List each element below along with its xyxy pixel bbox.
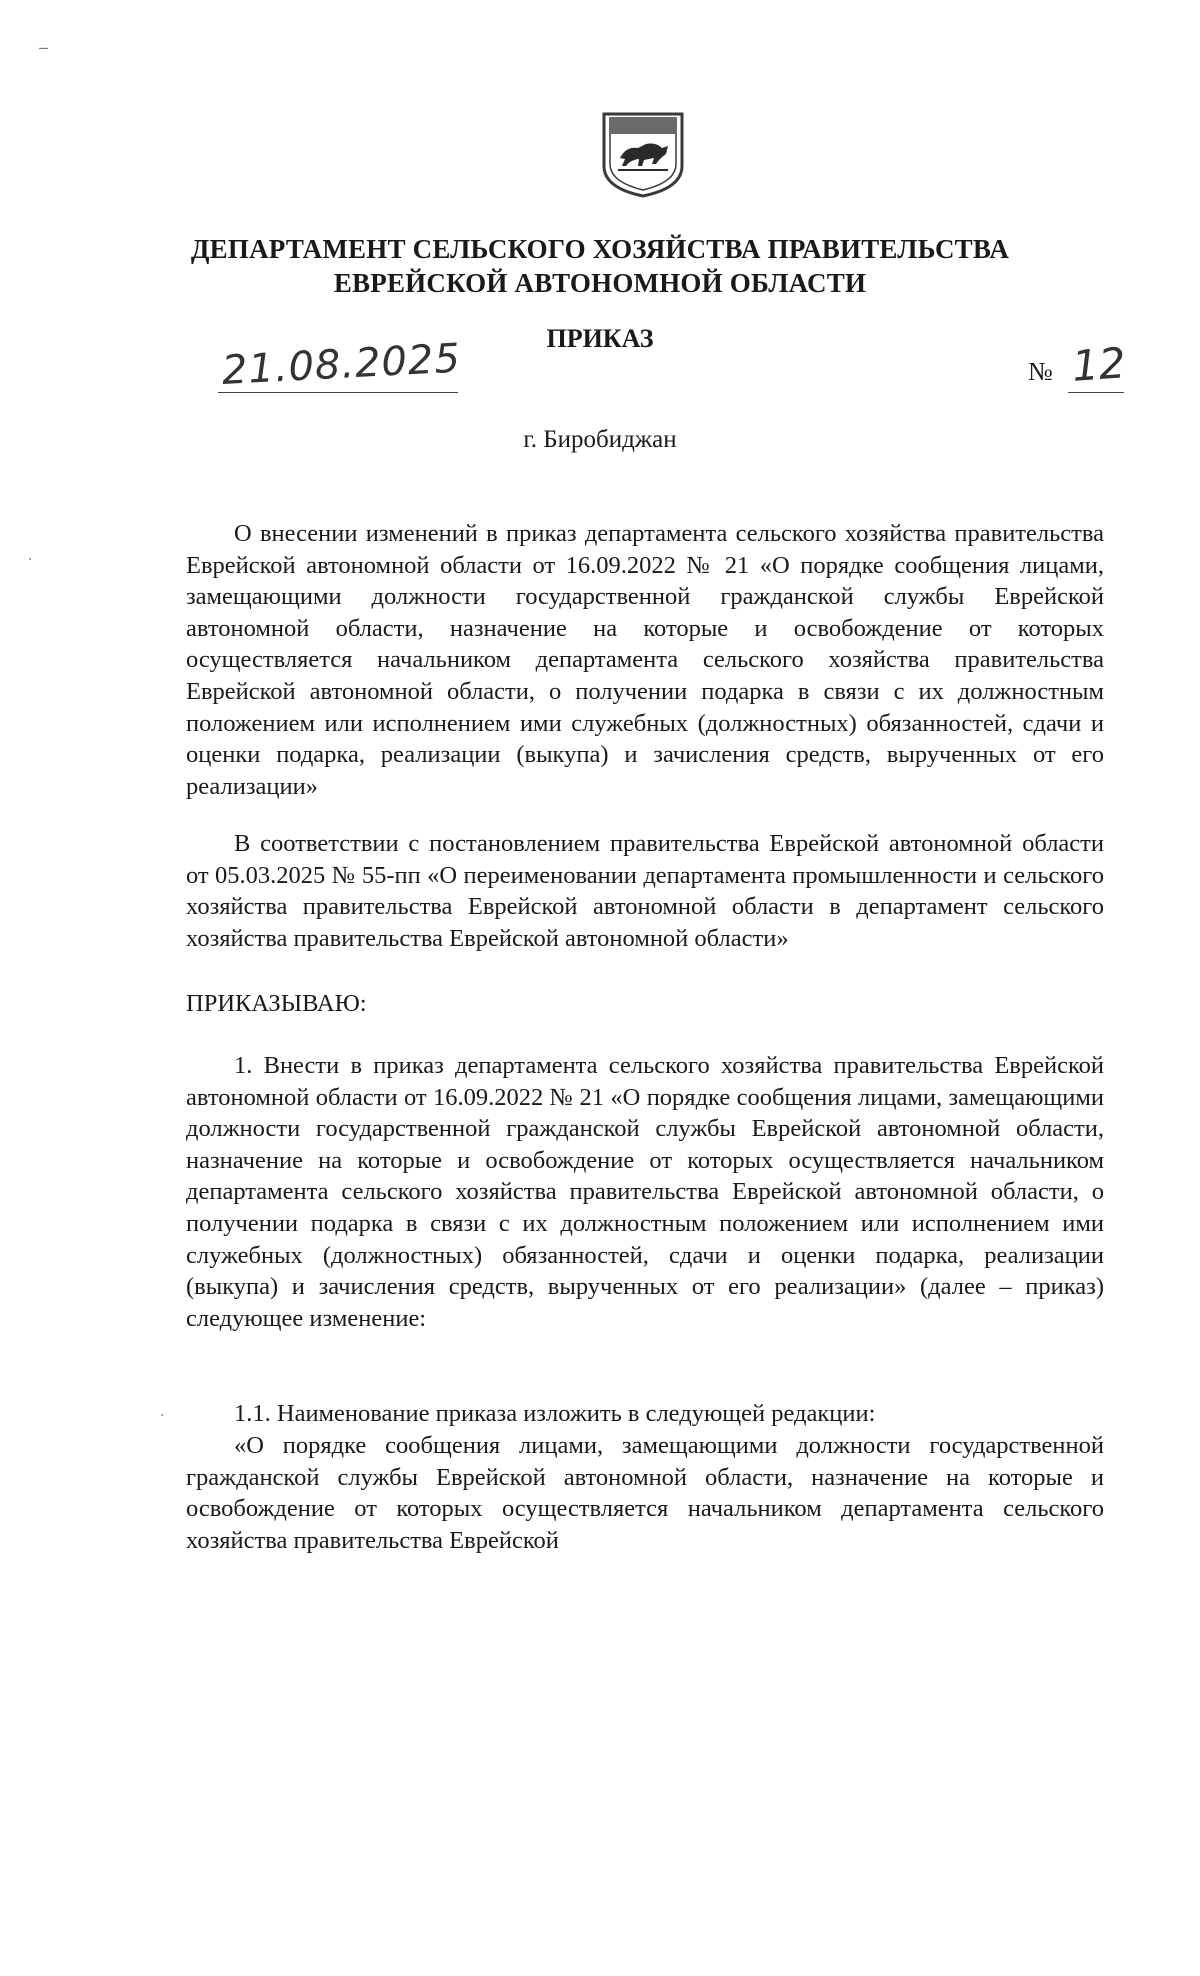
order-basis: В соответствии с постановлением правительства Еврейской автономной области от 05.03.2025 № 55-пп «О переименовании департамента промышленности и сельского хозяйства правительства Еврейской автономной области в департамент сельского хозяйства правительства Еврейской автономной области» bbox=[186, 830, 1104, 952]
scan-dot: · bbox=[28, 552, 33, 568]
handwritten-date: 21.08.2025 bbox=[220, 335, 462, 394]
number-underline bbox=[1068, 392, 1124, 393]
handwritten-number: 12 bbox=[1070, 338, 1128, 391]
order-word: ПРИКАЗЫВАЮ: bbox=[186, 990, 367, 1017]
order-item-1: 1. Внести в приказ департамента сельского хозяйства правительства Еврейской автономной области от 16.09.2022 № 21 «О порядке сообщения лицами, замещающими должности государственной гражданской службы Еврейской автономной области, назначение на которые и освобождение от которых осуществляется начальником департамента сельского хозяйства правительства Еврейской автономной области, о получении подарка в связи с их должностным положением или исполнением ими служебных (должностных) обязанностей, сдачи и оценки подарка, реализации (выкупа) и зачисления средств, вырученных от его реализации» (далее – приказ) следующее изменение: bbox=[186, 1052, 1104, 1332]
order-item-1-1: 1.1. Наименование приказа изложить в следующей редакции: bbox=[234, 1400, 876, 1427]
date-underline bbox=[218, 392, 458, 393]
organization-title-line-2: ЕВРЕЙСКОЙ АВТОНОМНОЙ ОБЛАСТИ bbox=[333, 268, 867, 298]
document-type: ПРИКАЗ bbox=[546, 324, 654, 353]
organization-title bbox=[150, 232, 1050, 300]
order-subject: О внесении изменений в приказ департамента сельского хозяйства правительства Еврейской автономной области от 16.09.2022 № 21 «О порядке сообщения лицами, замещающими должности государственной гражданской службы Еврейской автономной области, назначение на которые и освобождение от которых осуществляется начальником департамента сельского хозяйства правительства Еврейской автономной области, о получении подарка в связи с их должностным положением или исполнением ими служебных (должностных) обязанностей, сдачи и оценки подарка, реализации (выкупа) и зачисления средств, вырученных от его реализации» bbox=[186, 520, 1104, 800]
city-name: г. Биробиджан bbox=[523, 426, 677, 453]
scan-dot: · bbox=[160, 1408, 165, 1424]
order-item-1-1-text: «О порядке сообщения лицами, замещающими должности государственной гражданской службы Еврейской автономной области, назначение на которые и освобождение от которых осуществляется начальником департамента сельского хозяйства правительства Еврейской bbox=[186, 1432, 1104, 1554]
coat-of-arms-icon bbox=[598, 108, 688, 200]
number-sign: № bbox=[1028, 357, 1053, 386]
organization-title-line-1: ДЕПАРТАМЕНТ СЕЛЬСКОГО ХОЗЯЙСТВА ПРАВИТЕЛЬСТВА bbox=[190, 234, 1010, 264]
